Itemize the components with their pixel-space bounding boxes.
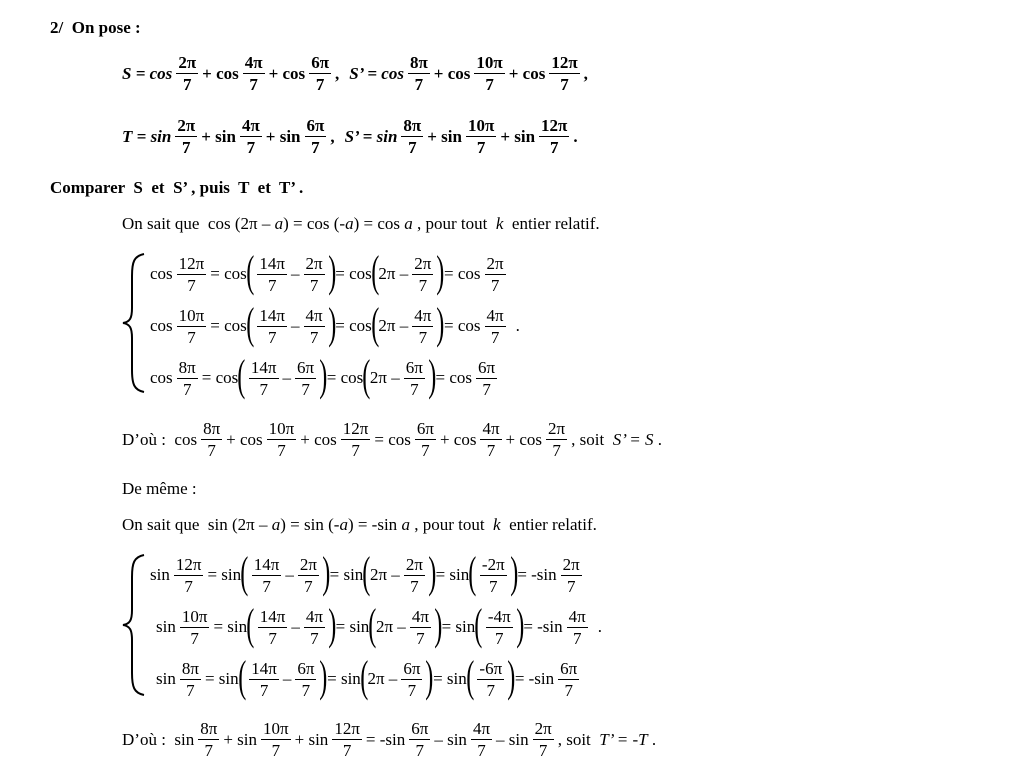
fraction: $\frac{4\pi}{7}$ <box>411 606 429 648</box>
fraction: $\frac{6\pi}{7}$ <box>405 357 423 399</box>
fraction: $\frac{6\pi}{7}$ <box>297 658 315 700</box>
fraction: $\frac{6\pi}{7}$ <box>306 116 325 157</box>
fraction: $\frac{12\pi}{7}$ <box>178 253 205 295</box>
fraction: $\frac{2\pi}{7}$ <box>548 419 566 460</box>
fraction: $\frac{10\pi}{7}$ <box>268 419 295 460</box>
cos-system-row-3: cos $\frac{8\pi}{7}$ = cos ( $\frac{14\pi}{7}$ – $\frac{6\pi}{7}$ ) = cos ( 2π – $\frac{6\pi}{7}$ ) = cos $\frac{6\pi}{7}$ <box>150 351 496 400</box>
result-t: T’ = -T <box>599 729 648 749</box>
sin-conclusion: D’où : sin $\frac{8\pi}{7}$ + sin $\frac{10\pi}{7}$ + sin $\frac{12\pi}{7}$ = -sin $\frac{6\pi}{7}$ – sin $\frac{4\pi}{7}$ – sin $\frac{2\pi}{7}$ , soit T’ = -T . <box>122 719 657 760</box>
fraction: $\frac{10\pi}{7}$ <box>178 305 205 347</box>
def-s-prime-lhs: S’ = cos <box>349 63 404 83</box>
fraction: $\frac{2\pi}{7}$ <box>414 253 432 295</box>
question-text: Comparer S et S’ , puis T et T’ . <box>50 178 304 197</box>
def-t-lhs: T = sin <box>122 126 172 146</box>
fraction: $\frac{8\pi}{7}$ <box>181 658 199 700</box>
fraction: $\frac{6\pi}{7}$ <box>311 53 330 94</box>
fraction: $\frac{2\pi}{7}$ <box>299 554 317 596</box>
fraction: $\frac{4\pi}{7}$ <box>482 419 500 460</box>
fraction: $\frac{-4\pi}{7}$ <box>487 606 511 648</box>
fraction: $\frac{4\pi}{7}$ <box>472 719 491 760</box>
definition-S: S = cos $\frac{2\pi}{7}$ + cos $\frac{4\pi}{7}$ + cos $\frac{6\pi}{7}$ , S’ = cos $\frac{8\pi}{7}$ + cos $\frac{10\pi}{7}$ + cos $\frac{12\pi}{7}$ , <box>122 53 588 94</box>
fraction: $\frac{2\pi}{7}$ <box>534 719 552 760</box>
fraction: $\frac{10\pi}{7}$ <box>476 53 503 94</box>
fraction: $\frac{4\pi}{7}$ <box>241 116 260 157</box>
section-heading <box>50 18 141 38</box>
fraction: $\frac{12\pi}{7}$ <box>334 719 360 760</box>
fraction: $\frac{6\pi}{7}$ <box>297 357 315 399</box>
fraction: $\frac{14\pi}{7}$ <box>251 658 277 700</box>
cos-conclusion: D’où : cos $\frac{8\pi}{7}$ + cos $\frac{10\pi}{7}$ + cos $\frac{12\pi}{7}$ = cos $\frac{6\pi}{7}$ + cos $\frac{4\pi}{7}$ + cos $\frac{2\pi}{7}$ , soit S’ = S . <box>122 419 662 460</box>
fraction: $\frac{2\pi}{7}$ <box>486 253 504 295</box>
fraction: $\frac{10\pi}{7}$ <box>467 116 495 157</box>
fraction: $\frac{6\pi}{7}$ <box>478 357 496 399</box>
fraction: $\frac{4\pi}{7}$ <box>305 305 323 347</box>
fraction: $\frac{4\pi}{7}$ <box>568 606 586 648</box>
fraction: $\frac{12\pi}{7}$ <box>175 554 202 596</box>
fraction: $\frac{4\pi}{7}$ <box>486 305 504 347</box>
fraction: $\frac{10\pi}{7}$ <box>181 606 208 648</box>
heading-text: 2/ On pose : <box>50 18 141 37</box>
fraction: $\frac{14\pi}{7}$ <box>253 554 280 596</box>
def-t-prime-lhs: S’ = sin <box>344 126 398 146</box>
fraction: $\frac{-2\pi}{7}$ <box>481 554 505 596</box>
fraction: $\frac{2\pi}{7}$ <box>178 53 197 94</box>
fraction: $\frac{12\pi}{7}$ <box>541 116 568 157</box>
fraction: $\frac{2\pi}{7}$ <box>305 253 323 295</box>
fraction: $\frac{14\pi}{7}$ <box>259 305 286 347</box>
fraction: $\frac{8\pi}{7}$ <box>178 357 196 399</box>
de-meme-text: De même : <box>122 479 197 498</box>
fraction: $\frac{2\pi}{7}$ <box>177 116 196 157</box>
fraction: $\frac{2\pi}{7}$ <box>405 554 423 596</box>
fraction: $\frac{8\pi}{7}$ <box>203 419 221 460</box>
fraction: $\frac{14\pi}{7}$ <box>259 606 286 648</box>
fraction: $\frac{6\pi}{7}$ <box>411 719 429 760</box>
sin-system-row-3: sin $\frac{8\pi}{7}$ = sin ( $\frac{14\pi}{7}$ – $\frac{6\pi}{7}$ ) = sin ( 2π – $\frac{6\pi}{7}$ ) = sin ( $\frac{-6\pi}{7}$ ) = -sin $\frac{6\pi}{7}$ <box>156 652 578 701</box>
fraction: $\frac{8\pi}{7}$ <box>409 53 428 94</box>
fraction: $\frac{12\pi}{7}$ <box>551 53 578 94</box>
fraction: $\frac{4\pi}{7}$ <box>414 305 432 347</box>
fraction: $\frac{6\pi}{7}$ <box>416 419 434 460</box>
fraction: $\frac{14\pi}{7}$ <box>250 357 277 399</box>
left-brace-icon <box>120 252 148 394</box>
sin-system-row-2: sin $\frac{10\pi}{7}$ = sin ( $\frac{14\pi}{7}$ – $\frac{4\pi}{7}$ ) = sin ( 2π – $\frac{4\pi}{7}$ ) = sin ( $\frac{-4\pi}{7}$ ) = -sin $\frac{4\pi}{7}$ . <box>156 600 602 649</box>
cos-identity: On sait que cos (2π – a ) = cos (- a ) = cos a , pour tout k entier relatif. <box>122 214 600 233</box>
fraction: $\frac{4\pi}{7}$ <box>305 606 323 648</box>
fraction: $\frac{12\pi}{7}$ <box>342 419 369 460</box>
result-s: S’ = S <box>612 429 654 449</box>
fraction: $\frac{6\pi}{7}$ <box>560 658 578 700</box>
def-s-lhs: S = cos <box>122 63 173 83</box>
fraction: $\frac{8\pi}{7}$ <box>403 116 422 157</box>
fraction: $\frac{8\pi}{7}$ <box>200 719 218 760</box>
fraction: $\frac{6\pi}{7}$ <box>403 658 421 700</box>
sin-system-row-1: sin $\frac{12\pi}{7}$ = sin ( $\frac{14\pi}{7}$ – $\frac{2\pi}{7}$ ) = sin ( 2π – $\frac{2\pi}{7}$ ) = sin ( $\frac{-2\pi}{7}$ ) = -sin $\frac{2\pi}{7}$ <box>150 548 580 597</box>
fraction: $\frac{-6\pi}{7}$ <box>479 658 503 700</box>
fraction: $\frac{2\pi}{7}$ <box>562 554 580 596</box>
sin-identity: On sait que sin (2π – a ) = sin (- a ) = -sin a , pour tout k entier relatif. <box>122 515 597 534</box>
cos-system-row-2: cos $\frac{10\pi}{7}$ = cos ( $\frac{14\pi}{7}$ – $\frac{4\pi}{7}$ ) = cos ( 2π – $\frac{4\pi}{7}$ ) = cos $\frac{4\pi}{7}$ . <box>150 299 520 348</box>
cos-system-row-1: cos $\frac{12\pi}{7}$ = cos ( $\frac{14\pi}{7}$ – $\frac{2\pi}{7}$ ) = cos ( 2π – $\frac{2\pi}{7}$ ) = cos $\frac{2\pi}{7}$ <box>150 247 504 296</box>
fraction: $\frac{14\pi}{7}$ <box>259 253 286 295</box>
fraction: $\frac{4\pi}{7}$ <box>244 53 263 94</box>
fraction: $\frac{10\pi}{7}$ <box>263 719 289 760</box>
definition-T: T = sin $\frac{2\pi}{7}$ + sin $\frac{4\pi}{7}$ + sin $\frac{6\pi}{7}$ , S’ = sin $\frac{8\pi}{7}$ + sin $\frac{10\pi}{7}$ + sin $\frac{12\pi}{7}$ . <box>122 116 578 157</box>
left-brace-icon <box>120 553 148 697</box>
